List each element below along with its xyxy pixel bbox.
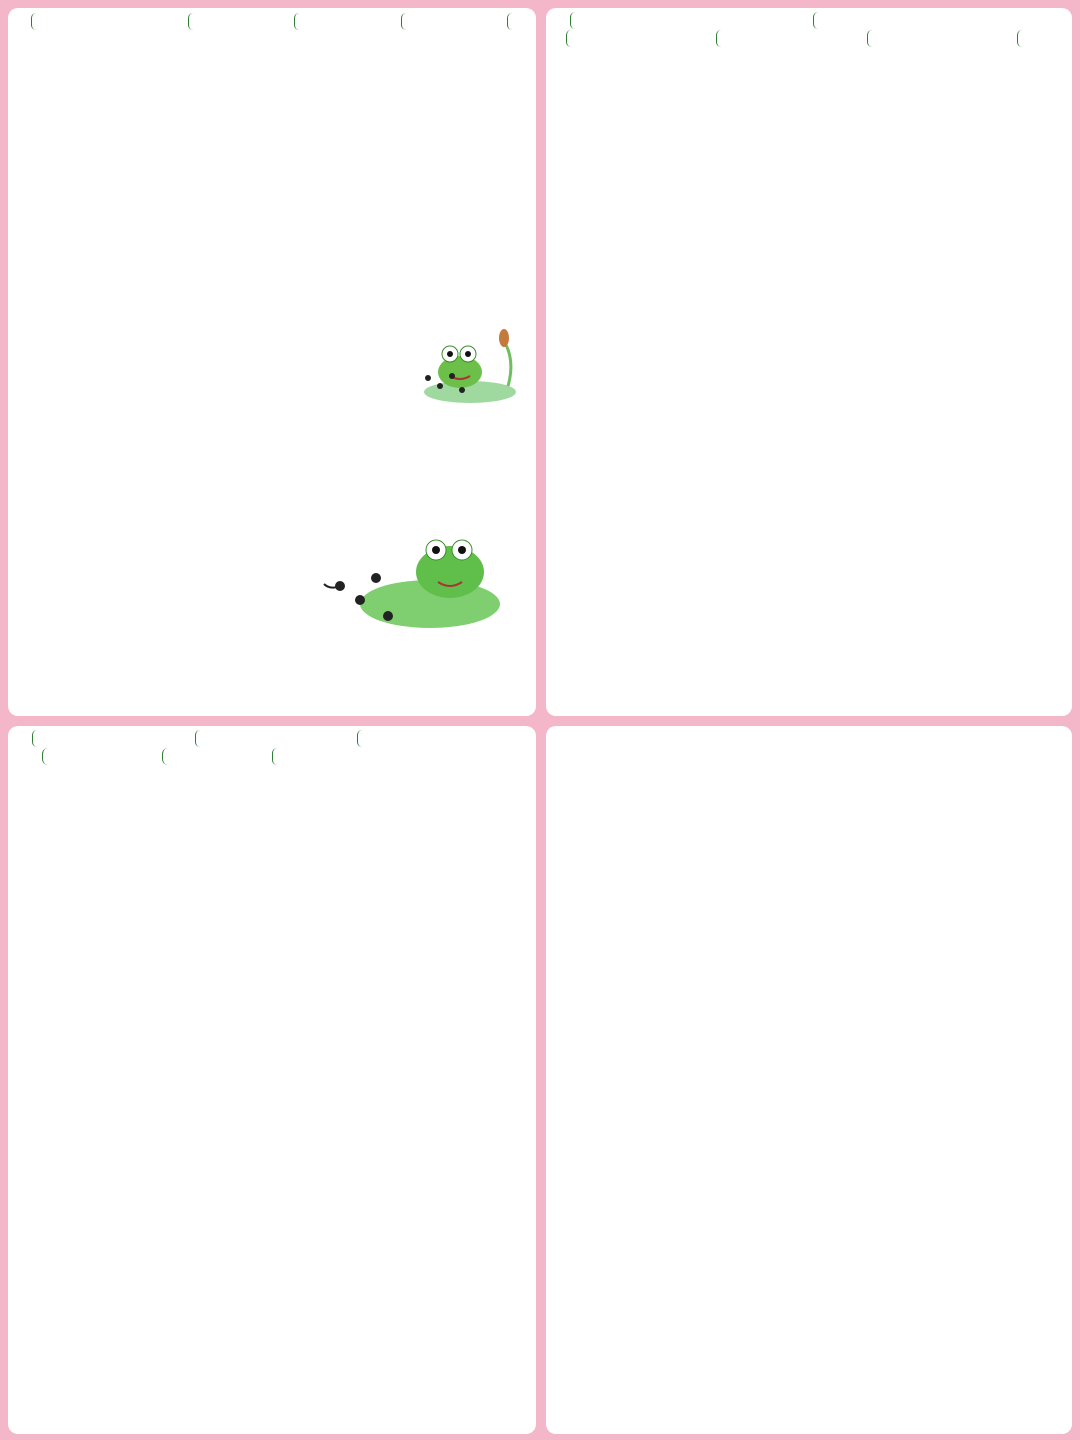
polyphones xyxy=(28,730,516,747)
page-3 xyxy=(8,726,536,1434)
number-idioms xyxy=(28,767,516,786)
poly-similar-block xyxy=(28,12,516,30)
abab-words xyxy=(566,49,1052,68)
fill-sentence xyxy=(566,733,1052,752)
similar-chars xyxy=(566,30,1052,47)
tadpoles-illustration xyxy=(418,364,478,404)
similar-chars xyxy=(28,748,516,765)
page-1 xyxy=(8,8,536,716)
abac-words xyxy=(28,32,516,51)
polyphones xyxy=(566,12,1052,29)
yue-words xyxy=(566,68,1052,87)
fill-sentence xyxy=(566,752,1052,771)
frog-lilypad-illustration xyxy=(320,526,510,636)
page-4 xyxy=(546,726,1072,1434)
page-2 xyxy=(546,8,1072,716)
